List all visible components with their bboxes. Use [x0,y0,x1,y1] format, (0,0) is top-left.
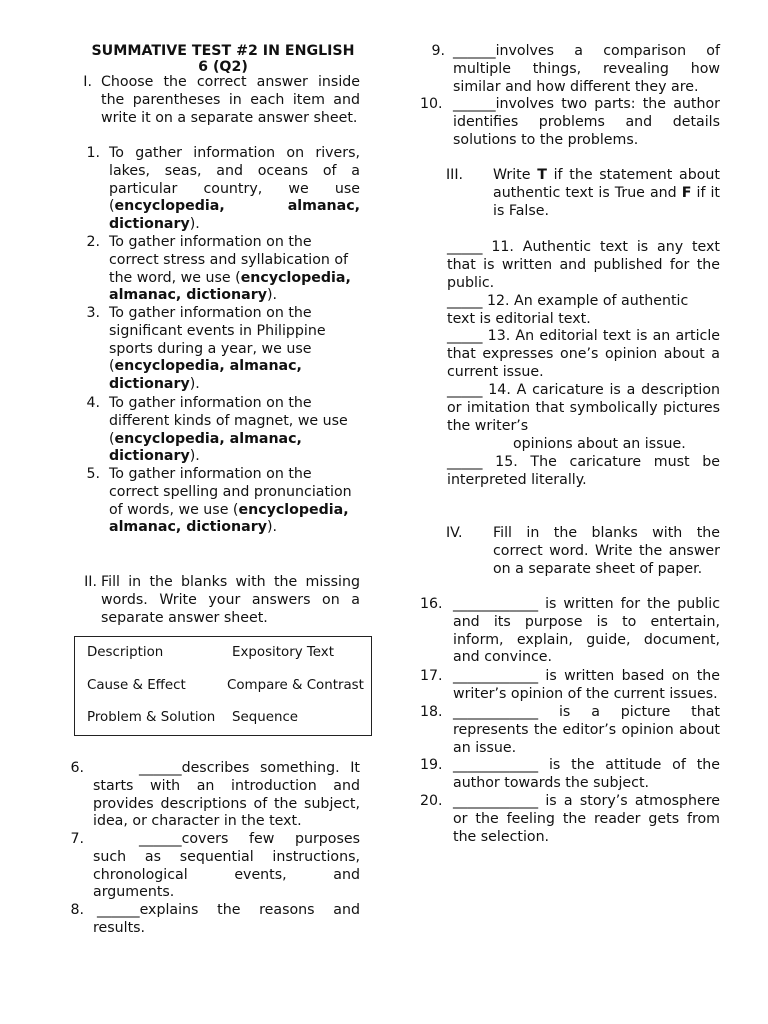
item-20-number: 20. [420,793,443,809]
item-3: To gather information on the significant events in Philippine sports during a year, we use (encyclopedia, almanac, dictionary). [109,305,326,393]
item-1: To gather information on rivers, lakes, seas, and oceans of a particular country, we use (encyclopedia, almanac, dictionary). [109,145,360,233]
item-4-number: 4. [86,395,100,411]
item-4: To gather information on the different kinds of magnet, we use (encyclopedia, almanac, dictionary). [109,395,348,465]
section-2-instruction: Fill in the blanks with the missing words. Write your answers on a separate answer sheet. [101,574,360,626]
item-16-number: 16. [420,596,443,612]
item-3-number: 3. [86,305,100,321]
item-2-number: 2. [86,234,100,250]
item-15: _____ 15. The caricature must be interpreted literally. [447,454,720,488]
item-12: _____ 12. An example of authentic text is editorial text. [447,293,689,327]
item-8: ______explains the reasons and results. [93,902,360,936]
word-bank-choice: Sequence [232,710,299,725]
item-7-number: 7. [70,831,84,847]
section-4-numeral: IV. [446,525,463,541]
item-2: To gather information on the correct stress and syllabication of the word, we use (encyclopedia, almanac, dictionary). [109,234,351,304]
item-18-number: 18. [420,704,443,720]
item-9: ______involves a comparison of multiple things, revealing how similar and how different they are. [453,43,720,95]
item-7: ______covers few purposes such as sequential instructions, chronological events, and arguments. [93,831,360,901]
item-17: ____________ is written based on the writer’s opinion of the current issues. [453,668,720,702]
item-5-number: 5. [86,466,100,482]
word-bank-box [74,636,372,736]
page-title: SUMMATIVE TEST #2 IN ENGLISH 6 (Q2) [91,43,355,75]
section-2-numeral: II. [84,574,97,590]
section-3-numeral: III. [446,167,464,183]
item-13: _____ 13. An editorial text is an article that expresses one’s opinion about a current issue. [447,328,720,380]
word-bank-choice: Cause & Effect [87,678,186,693]
section-3-instruction: Write T if the statement about authentic text is True and F if it is False. [493,167,720,219]
word-bank-choice: Expository Text [232,645,334,660]
item-11: _____ 11. Authentic text is any text that is written and published for the public. [447,239,720,291]
item-6: ______describes something. It starts with an introduction and provides descriptions of the subject, idea, or character in the text. [93,760,360,830]
item-5: To gather information on the correct spelling and pronunciation of words, we use (encyclopedia, almanac, dictionary). [109,466,352,536]
item-16: ____________ is written for the public and its purpose is to entertain, inform, explain, guide, document, and convince. [453,596,720,666]
word-bank-choice: Compare & Contrast [227,678,364,693]
item-10: ______involves two parts: the author identifies problems and details solutions to the problems. [453,96,720,148]
item-20: ____________ is a story’s atmosphere or the feeling the reader gets from the selection. [453,793,720,845]
item-19: ____________ is the attitude of the author towards the subject. [453,757,720,791]
section-4-instruction: Fill in the blanks with the correct word. Write the answer on a separate sheet of paper. [493,525,720,577]
word-bank-choice: Description [87,645,164,660]
item-18: ____________ is a picture that represents the editor’s opinion about an issue. [453,704,720,756]
item-6-number: 6. [70,760,84,776]
item-9-number: 9. [431,43,445,59]
item-8-number: 8. [70,902,84,918]
item-14-continued: opinions about an issue. [513,436,686,452]
item-17-number: 17. [420,668,443,684]
word-bank-choice: Problem & Solution [87,710,216,725]
section-1-numeral: I. [83,74,92,90]
item-1-number: 1. [86,145,100,161]
item-19-number: 19. [420,757,443,773]
item-14: _____ 14. A caricature is a description or imitation that symbolically pictures the writer’s [447,382,720,434]
section-1-instruction: Choose the correct answer inside the parentheses in each item and write it on a separate answer sheet. [101,74,360,126]
item-10-number: 10. [420,96,443,112]
